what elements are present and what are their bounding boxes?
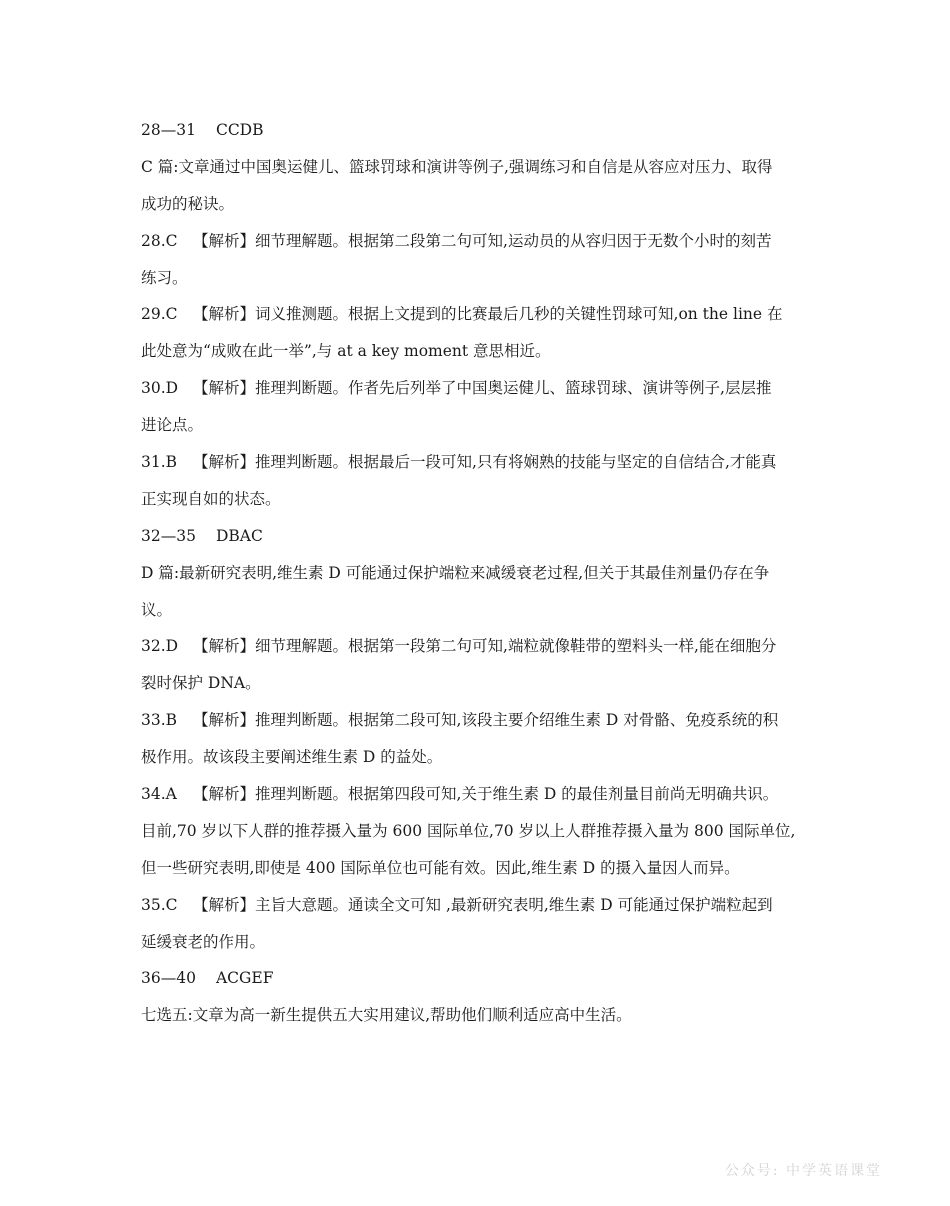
explanation-text: 推理判断题。作者先后列举了中国奥运健儿、篮球罚球、演讲等例子,层层推 [255, 379, 772, 398]
question-number: 30.D [141, 379, 179, 398]
explanation-line [141, 628, 809, 665]
explanation-text: 细节理解题。根据第一段第二句可知,端粒就像鞋带的塑料头一样,能在细胞分 [255, 637, 777, 656]
explanation-line [141, 223, 809, 260]
analysis-tag: 【解析】 [193, 231, 256, 250]
explanation-line [141, 444, 809, 481]
answer-key-page [141, 112, 809, 1034]
answer-range-line [141, 518, 809, 555]
explanation-text: 推理判断题。根据第二段可知,该段主要介绍维生素 D 对骨骼、免疫系统的积 [255, 711, 779, 730]
question-number: 29.C [141, 305, 178, 324]
question-number: 35.C [141, 895, 178, 914]
text-line: 极作用。故该段主要阐述维生素 D 的益处。 [141, 748, 443, 767]
text-line: 正实现自如的状态。 [141, 489, 281, 508]
analysis-tag: 【解析】 [193, 895, 256, 914]
analysis-tag: 【解析】 [193, 785, 256, 804]
text-line: 成功的秘诀。 [141, 194, 235, 213]
explanation-text: 推理判断题。根据最后一段可知,只有将娴熟的技能与坚定的自信结合,才能真 [255, 453, 777, 472]
question-range: 32—35 [141, 526, 196, 545]
analysis-tag: 【解析】 [193, 711, 256, 730]
explanation-line [141, 296, 809, 333]
explanation-text: 主旨大意题。通读全文可知 ,最新研究表明,维生素 D 可能通过保护端粒起到 [255, 895, 773, 914]
question-number: 32.D [141, 637, 179, 656]
explanation-text: 推理判断题。根据第四段可知,关于维生素 D 的最佳剂量目前尚无明确共识。 [255, 785, 779, 804]
question-range: 36—40 [141, 969, 196, 988]
answer-letters: ACGEF [215, 969, 274, 988]
question-number: 28.C [141, 231, 178, 250]
text-line: 练习。 [141, 268, 188, 287]
text-line: 延缓衰老的作用。 [141, 932, 266, 951]
text-line: 但一些研究表明,即使是 400 国际单位也可能有效。因此,维生素 D 的摄入量因人而异。 [141, 858, 740, 877]
explanation-line [141, 776, 809, 813]
explanation-text: 细节理解题。根据第二段第二句可知,运动员的从容归因于无数个小时的刻苦 [255, 231, 772, 250]
question-number: 34.A [141, 785, 177, 804]
analysis-tag: 【解析】 [193, 637, 256, 656]
explanation-line [141, 370, 809, 407]
text-line: D 篇:最新研究表明,维生素 D 可能通过保护端粒来减缓衰老过程,但关于其最佳剂量仍存在争 [141, 563, 770, 582]
explanation-text: 词义推测题。根据上文提到的比赛最后几秒的关键性罚球可知,on the line 在 [255, 305, 783, 324]
question-number: 33.B [141, 711, 178, 730]
answer-range-line [141, 960, 809, 997]
text-line: 裂时保护 DNA。 [141, 674, 261, 693]
analysis-tag: 【解析】 [193, 305, 256, 324]
answer-range-line [141, 112, 809, 149]
text-line: 进论点。 [141, 416, 204, 435]
text-line: C 篇:文章通过中国奥运健儿、篮球罚球和演讲等例子,强调练习和自信是从容应对压力、取得 [141, 157, 773, 176]
text-line: 目前,70 岁以下人群的推荐摄入量为 600 国际单位,70 岁以上人群推荐摄入量为 800 国际单位, [141, 821, 796, 840]
explanation-line [141, 887, 809, 924]
explanation-line [141, 702, 809, 739]
text-line: 七选五:文章为高一新生提供五大实用建议,帮助他们顺利适应高中生活。 [141, 1006, 632, 1025]
question-number: 31.B [141, 453, 178, 472]
answer-letters: DBAC [215, 526, 263, 545]
text-line: 议。 [141, 600, 173, 619]
text-line: 此处意为“成败在此一举”,与 at a key moment 意思相近。 [141, 342, 551, 361]
watermark: 公众号: 中学英语课堂 [724, 1163, 882, 1179]
question-range: 28—31 [141, 121, 196, 139]
analysis-tag: 【解析】 [193, 453, 256, 472]
answer-letters: CCDB [215, 121, 264, 139]
analysis-tag: 【解析】 [193, 379, 256, 398]
